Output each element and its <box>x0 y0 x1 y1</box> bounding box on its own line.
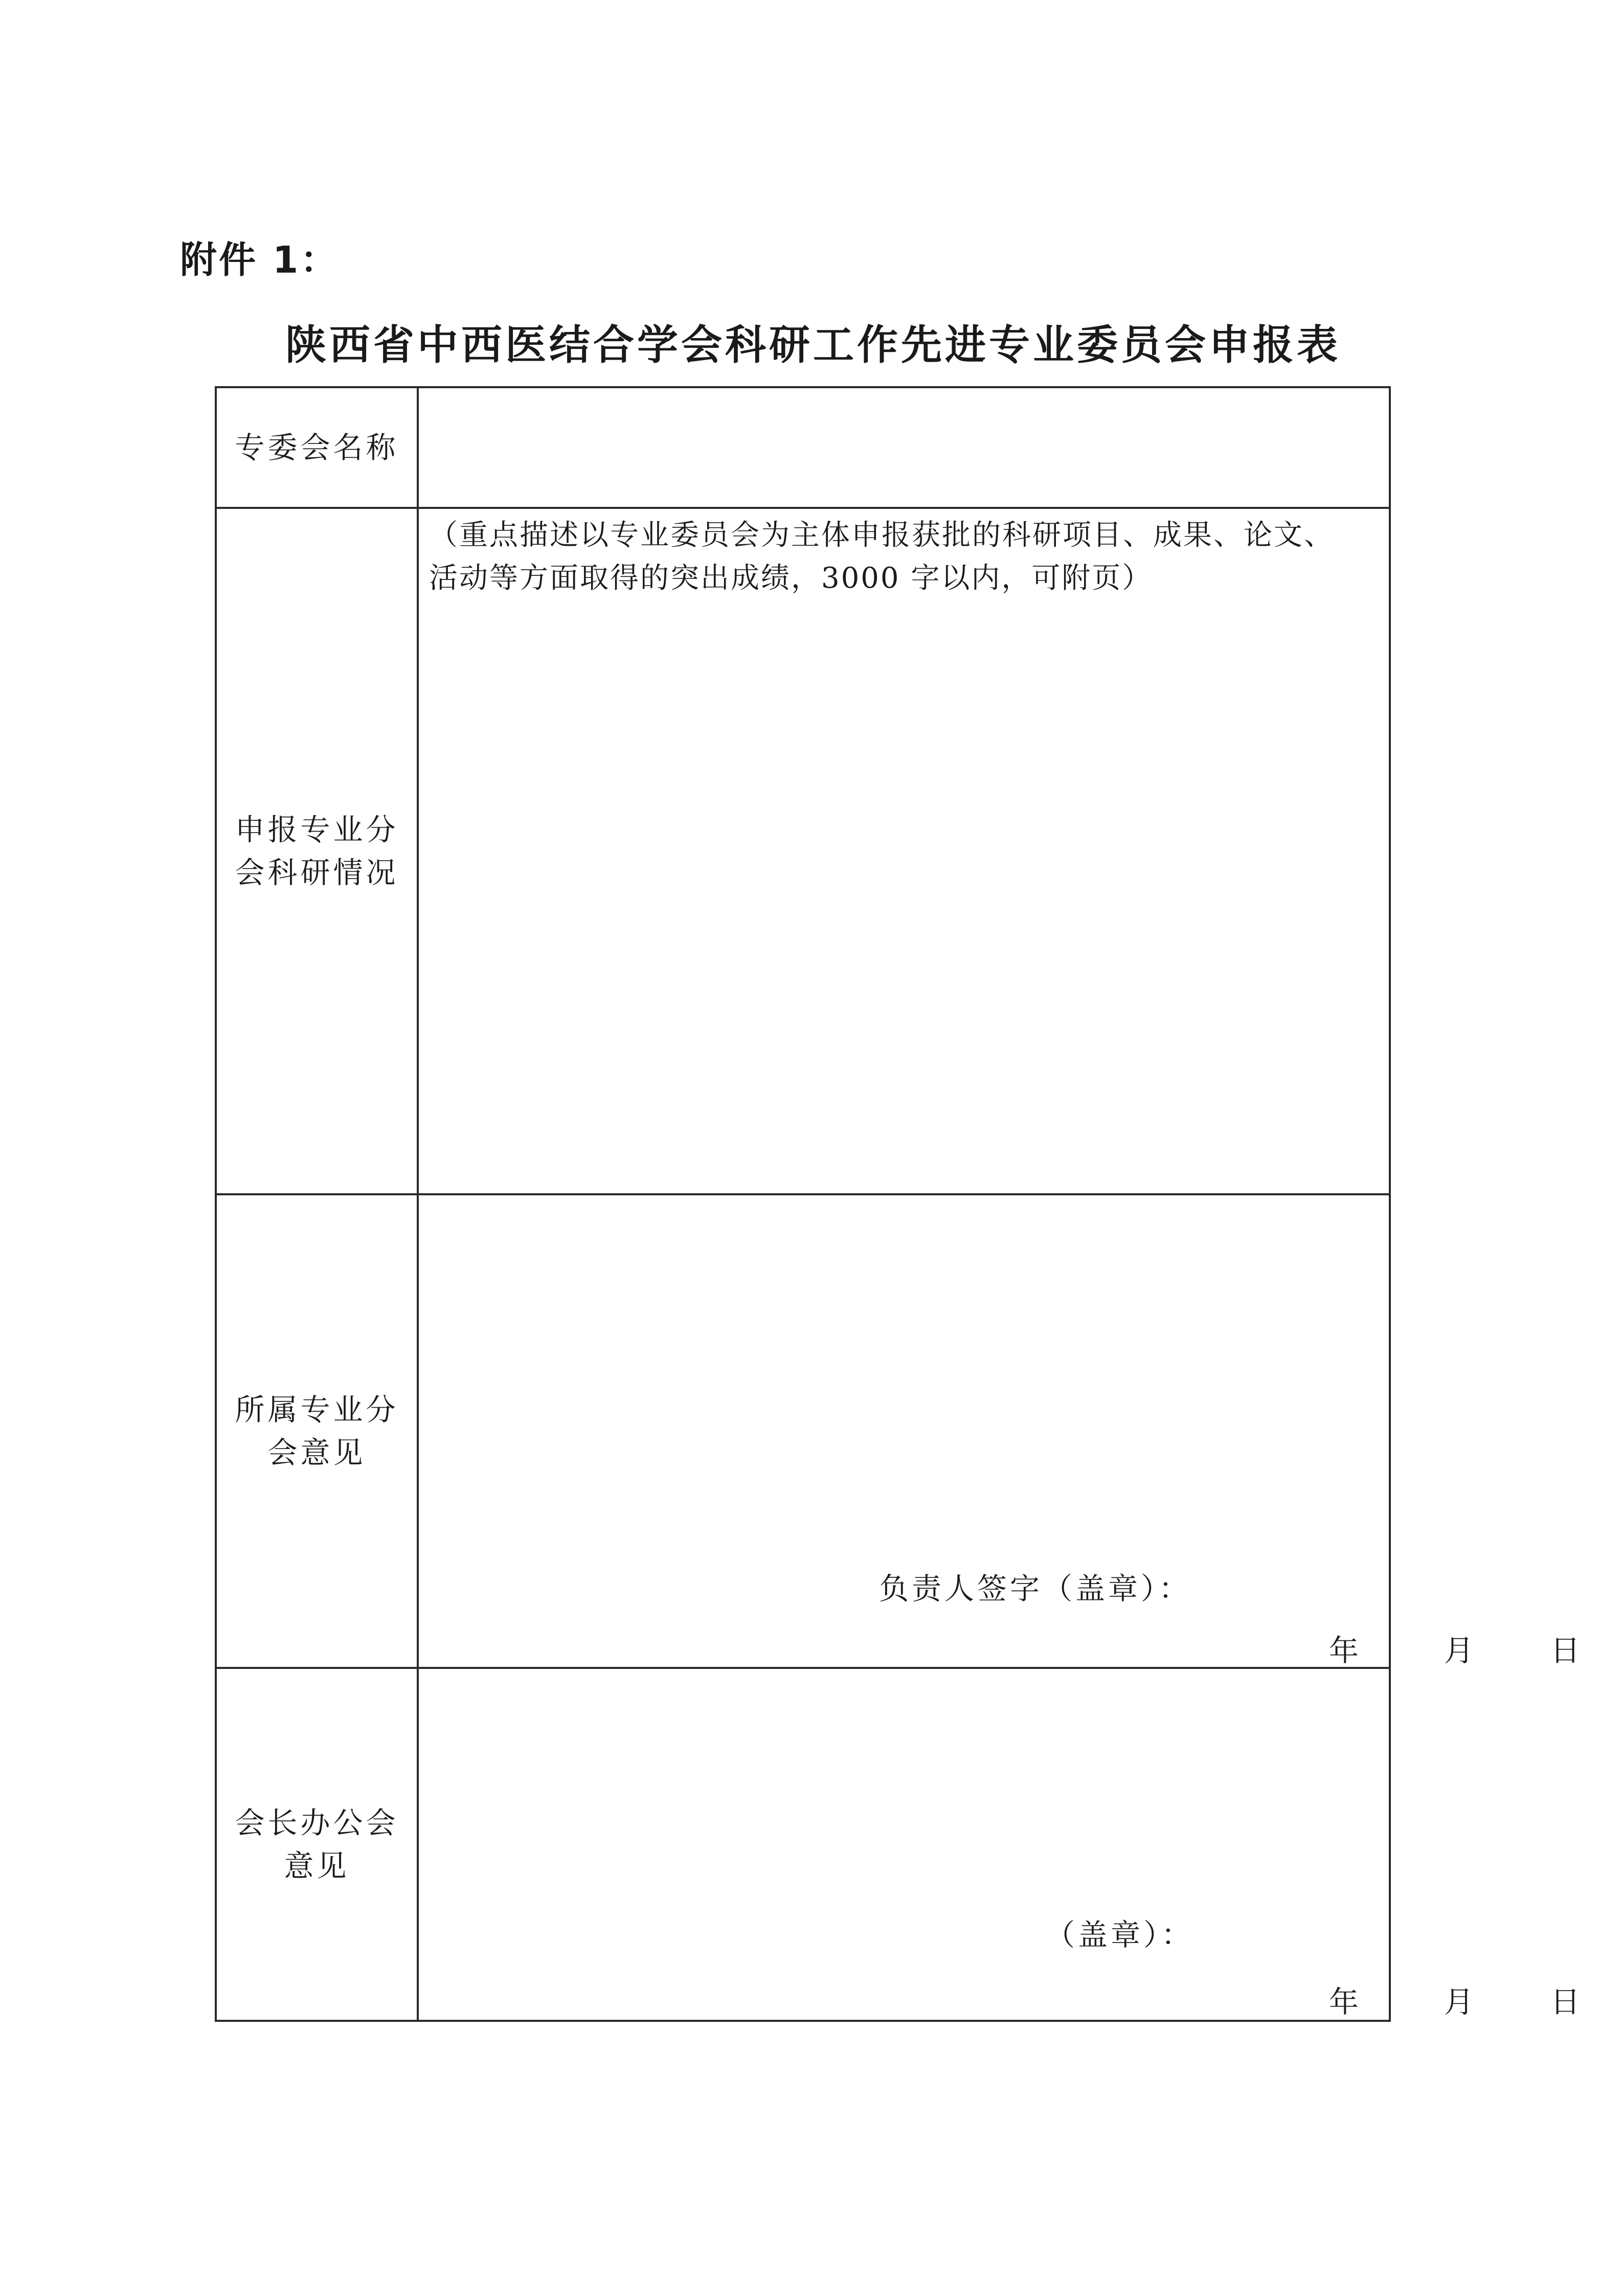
research-situation-field[interactable] <box>419 509 1389 1193</box>
president-office-field[interactable] <box>419 1669 1581 2020</box>
president-office-label-line1: 会长办公会 <box>235 1805 399 1840</box>
seal-label: （盖章）： <box>1045 1918 1194 1952</box>
date-day: 日 <box>1550 1985 1581 2019</box>
signature-label: 负责人签字（盖章）： <box>879 1571 1192 1606</box>
hint-line1: （重点描述以专业委员会为主体申报获批的科研项目、成果、论文、 <box>429 519 1334 552</box>
president-office-label-line2: 意见 <box>284 1848 350 1883</box>
research-situation-label-cell <box>217 509 419 1193</box>
date-month: 月 <box>1444 1985 1474 2019</box>
row-branch-opinion <box>217 1193 1581 1668</box>
hint-line2: 活动等方面取得的突出成绩，3000 字以内，可附页） <box>429 562 1153 595</box>
branch-opinion-label-line1: 所属专业分 <box>235 1392 399 1427</box>
date-year: 年 <box>1329 1633 1359 1668</box>
committee-name-label: 专委会名称 <box>235 430 399 465</box>
research-situation-label-line1: 申报专业分 <box>235 812 399 847</box>
date-year: 年 <box>1329 1985 1359 2019</box>
branch-opinion-field[interactable] <box>419 1195 1581 1668</box>
branch-opinion-label-cell <box>217 1195 419 1667</box>
date-day: 日 <box>1550 1633 1581 1668</box>
row-research-situation <box>217 507 1389 1193</box>
president-office-label-cell <box>217 1669 419 2020</box>
application-form-table <box>215 386 1581 2022</box>
date-month: 月 <box>1444 1633 1474 1668</box>
committee-name-label-cell <box>217 388 419 507</box>
form-title: 陕西省中西医结合学会科研工作先进专业委员会申报表 <box>285 321 1341 369</box>
research-situation-hint <box>429 514 1384 600</box>
row-president-office-opinion <box>217 1667 1581 2020</box>
committee-name-field[interactable] <box>419 388 1389 507</box>
attachment-label: 附件 1： <box>180 238 340 281</box>
branch-opinion-label-line2: 会意见 <box>267 1435 366 1470</box>
row-committee-name <box>217 388 1389 507</box>
research-situation-label-line2: 会科研情况 <box>235 855 399 890</box>
